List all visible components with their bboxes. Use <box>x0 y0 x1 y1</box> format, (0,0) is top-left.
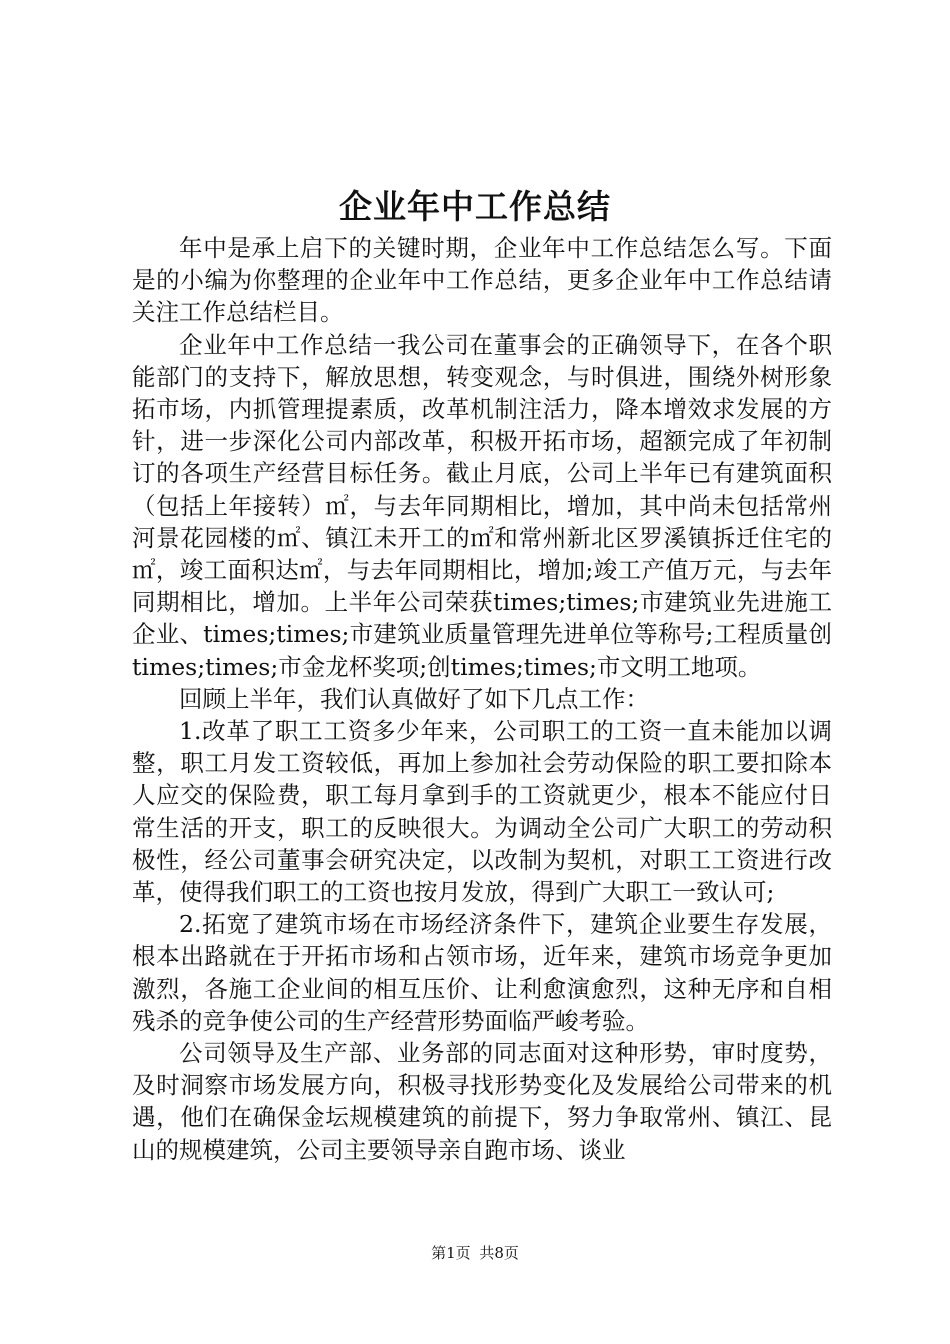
page-number: 第1页 <box>431 1244 471 1262</box>
paragraph-leadership: 公司领导及生产部、业务部的同志面对这种形势，审时度势，及时洞察市场发展方向，积极寻找形势变化及发展给公司带来的机遇，他们在确保金坛规模建筑的前提下，努力争取常州、镇江、昆山的规模建筑，公司主要领导亲自跑市场、谈业 <box>132 1039 832 1164</box>
paragraph-review: 回顾上半年，我们认真做好了如下几点工作： <box>179 684 649 713</box>
paragraph-item-1: 1.改革了职工工资多少年来，公司职工的工资一直未能加以调整，职工月发工资较低，再加上参加社会劳动保险的职工要扣除本人应交的保险费，职工每月拿到手的工资就更少，根本不能应付日常生活的开支，职工的反映很大。为调动全公司广大职工的劳动积极性，经公司董事会研究决定，以改制为契机，对职工工资进行改革，使得我们职工的工资也按月发放，得到广大职工一致认可; <box>132 717 832 907</box>
paragraph-item-2: 2.拓宽了建筑市场在市场经济条件下，建筑企业要生存发展，根本出路就在于开拓市场和占领市场，近年来，建筑市场竞争更加激烈，各施工企业间的相互压价、让利愈演愈烈，这种无序和自相残杀的竞争使公司的生产经营形势面临严峻考验。 <box>132 910 832 1035</box>
paragraph-summary-one: 企业年中工作总结一我公司在董事会的正确领导下，在各个职能部门的支持下，解放思想，转变观念，与时俱进，围绕外树形象拓市场，内抓管理提素质，改革机制注活力，降本增效求发展的方针，进一步深化公司内部改革，积极开拓市场，超额完成了年初制订的各项生产经营目标任务。截止月底，公司上半年已有建筑面积（包括上年接转）㎡，与去年同期相比，增加，其中尚未包括常州河景花园楼的㎡、镇江未开工的㎡和常州新北区罗溪镇拆迁住宅的㎡，竣工面积达㎡，与去年同期相比，增加;竣工产值万元，与去年同期相比，增加。上半年公司荣获times;times;市建筑业先进施工企业、times;times;市建筑业质量管理先进单位等称号;工程质量创times;times;市金龙杯奖项;创times;times;市文明工地项。 <box>132 330 832 681</box>
document-body <box>132 232 832 1166</box>
page-total: 共8页 <box>479 1244 519 1262</box>
document-title: 企业年中工作总结 <box>339 187 611 226</box>
paragraph-intro: 年中是承上启下的关键时期，企业年中工作总结怎么写。下面是的小编为你整理的企业年中工作总结，更多企业年中工作总结请关注工作总结栏目。 <box>132 234 832 327</box>
page-footer <box>0 1243 950 1263</box>
